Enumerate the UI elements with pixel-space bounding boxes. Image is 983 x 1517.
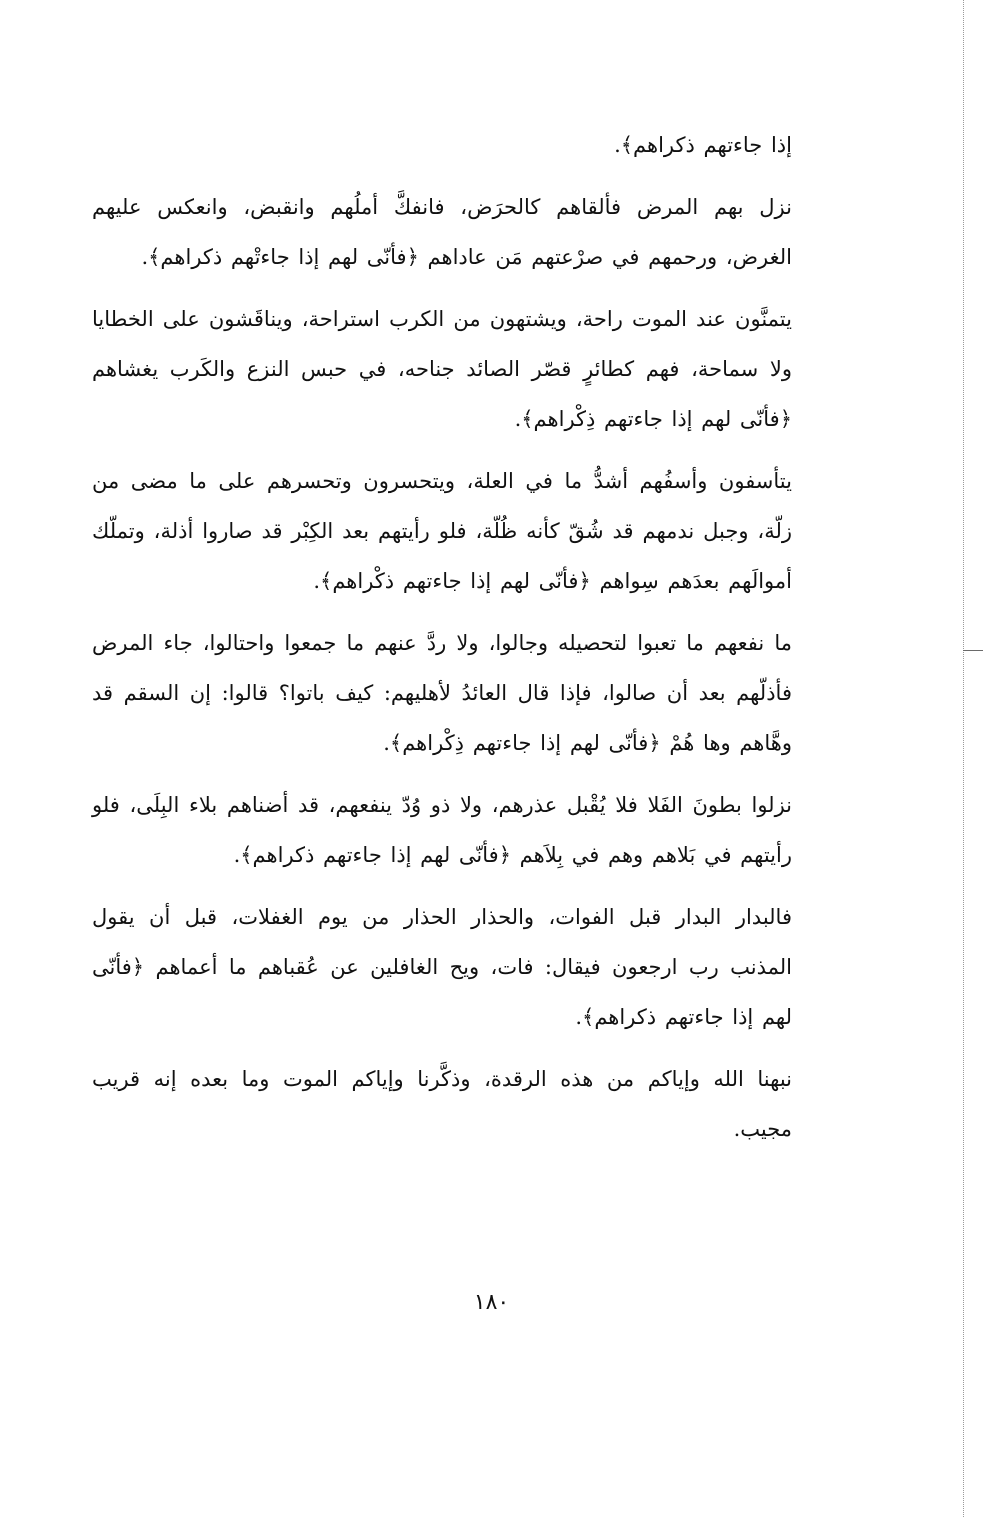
page-number: ١٨٠	[473, 1290, 510, 1315]
body-text	[92, 120, 792, 1166]
paragraph: يتمنَّون عند الموت راحة، ويشتهون من الكرب استراحة، ويناقَشون على الخطايا ولا سماحة، فهم كطائرٍ قصّر الصائد جناحه، في حبس النزع والكَرب يغشاهم ﴿فأنّى لهم إذا جاءتهم ذِكْراهم﴾.	[92, 307, 792, 431]
paragraph: ما نفعهم ما تعبوا لتحصيله وجالوا، ولا ردَّ عنهم ما جمعوا واحتالوا، جاء المرض فأذلّهم بعد أن صالوا، فإذا قال العائدُ لأهليهم: كيف باتوا؟ قالوا: إن السقم قد وهَّاهم وها هُمْ ﴿فأنّى لهم إذا جاءتهم ذِكْراهم﴾.	[92, 631, 792, 755]
paragraph: نبهنا الله وإياكم من هذه الرقدة، وذكَّرنا وإياكم الموت وما بعده إنه قريب مجيب.	[92, 1067, 792, 1141]
page-edge-tick	[963, 650, 983, 651]
paragraph: إذا جاءتهم ذكراهم﴾.	[614, 133, 792, 157]
page-edge-line	[963, 0, 964, 1517]
paragraph: نزلوا بطونَ الفَلا فلا يُقْبل عذرهم، ولا ذو وُدّ ينفعهم، قد أضناهم بلاء البِلَى، فلو رأيتهم في بَلاهم وهم في بِلاَهم ﴿فأنّى لهم إذا جاءتهم ذكراهم﴾.	[92, 793, 792, 867]
paragraph: يتأسفون وأسفُهم أشدُّ ما في العلة، ويتحسرون وتحسرهم على ما مضى من زلّة، وجبل ندمهم قد شُقّ كأنه ظُلّة، فلو رأيتهم بعد الكِبْر قد صاروا أذلة، وتملّك أموالَهم بعدَهم سِواهم ﴿فأنّى لهم إذا جاءتهم ذكْراهم﴾.	[92, 469, 792, 593]
paragraph: فالبدار البدار قبل الفوات، والحذار الحذار من يوم الغفلات، قبل أن يقول المذنب رب ارجعون فيقال: فات، ويح الغافلين عن عُقباهم ما أعماهم ﴿فأنّى لهم إذا جاءتهم ذكراهم﴾.	[92, 905, 792, 1029]
paragraph: نزل بهم المرض فألقاهم كالحرَض، فانفكَّ أملُهم وانقبض، وانعكس عليهم الغرض، ورحمهم في صرْعتهم مَن عاداهم ﴿فأنّى لهم إذا جاءتْهم ذكراهم﴾.	[92, 195, 792, 269]
